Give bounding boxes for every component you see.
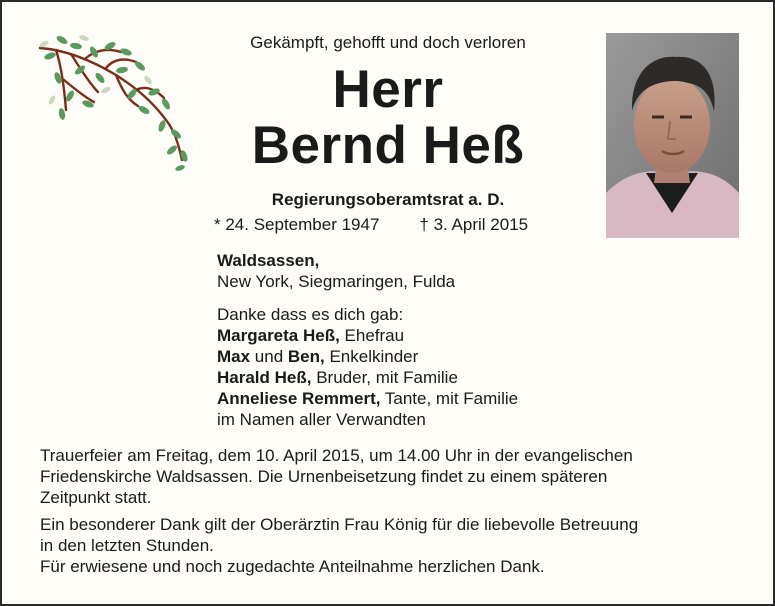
mourners-closing: im Namen aller Verwandten — [217, 410, 426, 429]
mourner-line — [217, 346, 518, 367]
mourner-relation: Bruder, mit Familie — [311, 368, 458, 387]
funeral-line: Zeitpunkt statt. — [40, 488, 152, 507]
birth-date: * 24. September 1947 — [214, 215, 380, 234]
deceased-name — [202, 62, 574, 174]
mourner-name: Max — [217, 347, 251, 366]
funeral-notice — [40, 445, 748, 508]
funeral-line: Friedenskirche Waldsassen. Die Urnenbeisetzung findet zu einem späteren — [40, 467, 608, 486]
thanks-notice — [40, 514, 748, 577]
thanks-line: Ein besonderer Dank gilt der Oberärztin Frau König für die liebevolle Betreuung — [40, 515, 639, 534]
mourner-relation: Ehefrau — [339, 326, 405, 345]
salutation: Herr — [332, 60, 444, 119]
mourner-connector: und — [250, 347, 288, 366]
motto: Gekämpft, gehofft und doch verloren — [250, 33, 526, 52]
leafy-branch-icon — [36, 30, 192, 172]
place-primary: Waldsassen, — [217, 251, 320, 270]
mourner-name: Ben, — [287, 347, 325, 366]
life-dates — [214, 215, 528, 235]
portrait-photo — [606, 33, 739, 238]
mourner-name: Harald Heß, — [217, 368, 312, 387]
mourners-intro: Danke dass es dich gab: — [217, 305, 404, 324]
mourners-block — [217, 304, 518, 430]
mourner-line — [217, 325, 518, 346]
funeral-line: Trauerfeier am Freitag, dem 10. April 2015, um 14.00 Uhr in der evangelischen — [40, 446, 633, 465]
death-date: † 3. April 2015 — [419, 215, 529, 234]
place-others: New York, Siegmaringen, Fulda — [217, 272, 456, 291]
mourner-name: Anneliese Remmert, — [217, 389, 381, 408]
mourner-line — [217, 388, 518, 409]
full-name: Bernd Heß — [251, 116, 525, 175]
mourner-name: Margareta Heß, — [217, 326, 340, 345]
places-block — [217, 250, 455, 292]
professional-title: Regierungsoberamtsrat a. D. — [271, 190, 505, 209]
thanks-line: in den letzten Stunden. — [40, 536, 214, 555]
thanks-line: Für erwiesene und noch zugedachte Anteilnahme herzlichen Dank. — [40, 557, 545, 576]
mourner-line — [217, 367, 518, 388]
mourner-relation: Tante, mit Familie — [380, 389, 519, 408]
mourner-relation: Enkelkinder — [324, 347, 419, 366]
